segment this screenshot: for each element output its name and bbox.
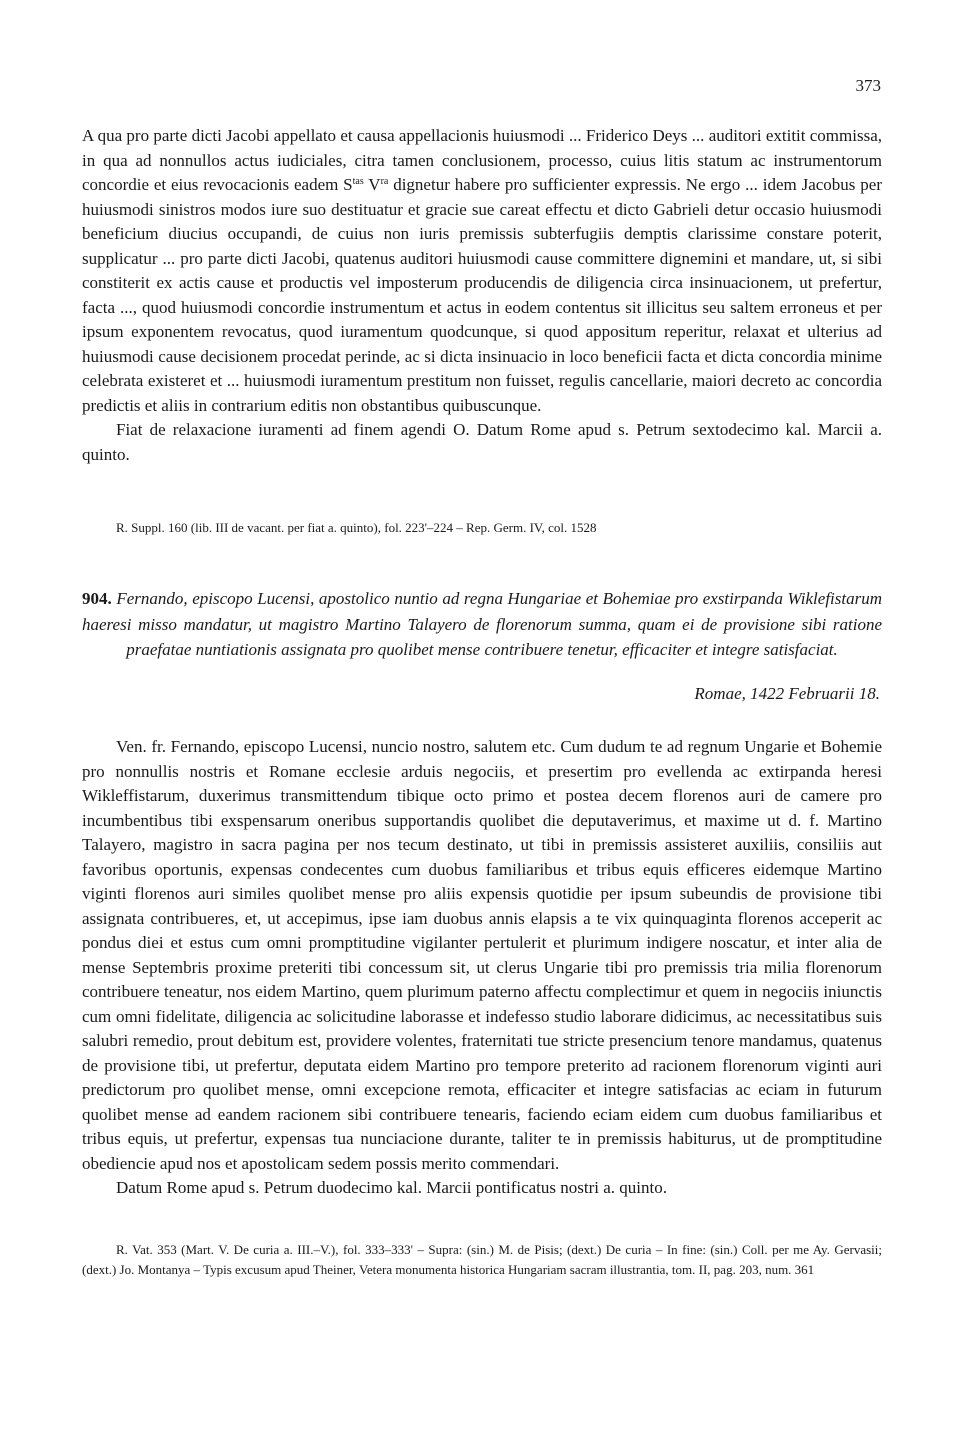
dateline: Romae, 1422 Februarii 18.	[694, 684, 880, 703]
paragraph-datum: Datum Rome apud s. Petrum duodecimo kal. Marcii pontificatus nostri a. quinto.	[116, 1178, 667, 1197]
paragraph-letter: Ven. fr. Fernando, episcopo Lucensi, nuncio nostro, salutem etc. Cum dudum te ad regnum Ungarie et Bohemie pro nonnullis nostris et Romane ecclesie arduis negociis, et presertim pro evellenda ac extirpanda heresi Wikleffistarum, duxerimus transmittendum tibique octo primo et postea decem florenos auri de camere pro incumbentibus tibi exspensarum oneribus supportandis quolibet die deputaverimus, et maxime ut d. f. Martino Talayero, magistro in sacra pagina per nos tecum destinato, ut tibi in premissis assisteret auxiliis, consiliis aut favoribus oportunis, expensas condecentes cum duobus familiaribus et tribus equis efficeres eidemque Martino viginti florenos auri similes quolibet mense pro aliis expensis quotidie per ipsum subeundis de provisione tibi assignata contribueres, et, ut accepimus, ipse iam duobus annis elapsis a te vix quinquaginta florenos acceperit ac pondus diei et estus cum omni promptitudine vigilanter pertulerit et plurimum indigere noscatur, et inter alia de mense Septembris proxime preteriti tibi concessum sit, ut clerus Ungarie tibi pro premissis tria milia florenorum contribuere teneatur, nos eidem Martino, quem plurimum paterno affectu complectimur et quem in negociis iniunctis cum omni fidelitate, diligencia ac solicitudine laborasse et indefesso studio laborare didicimus, ac necessitatibus suis salubri remedio, prout debitum est, providere volentes, fraternitati tue stricte presencium tenore mandamus, quatenus de provisione tibi, ut prefertur, deputata eidem Martino pro tempore preterito ad racionem florenorum viginti auri predictorum pro quolibet mense, omni excepcione remota, efficaciter et integre satisfacias ac eciam in futurum quolibet mense ad eandem racionem sibi contribuere tenearis, faciendo eciam eidem cum duobus familiaribus et tribus equis, ut prefertur, expensas tua nunciacione durante, taliter te in premissis habiturus, ut de promptitudine obediencie apud nos et apostolicam sedem possis merito commendari.	[82, 737, 882, 1173]
document-number: 904.	[82, 589, 112, 608]
superscript: tas	[352, 176, 364, 187]
source-note: R. Suppl. 160 (lib. III de vacant. per fiat a. quinto), fol. 223'–224 – Rep. Germ. IV, col. 1528	[116, 520, 597, 535]
heading-summary: Fernando, episcopo Lucensi, apostolico nuntio ad regna Hungariae et Bohemiae pro exstirpanda Wiklefistarum haeresi misso mandatur, ut magistro Martino Talayero de florenorum summa, quam ei de provisione sibi ratione praefatae nuntiationis assignata pro quolibet mense contribuere tenetur, efficaciter et integre satisfaciat.	[82, 589, 882, 659]
document-body-block-2	[82, 735, 882, 1201]
page-number: 373	[855, 76, 881, 95]
paragraph-fiat: Fiat de relaxacione iuramenti ad finem agendi O. Datum Rome apud s. Petrum sextodecimo kal. Marcii a. quinto.	[82, 420, 882, 464]
source-note: R. Vat. 353 (Mart. V. De curia a. III.–V.), fol. 333–333' – Supra: (sin.) M. de Pisis; (dext.) De curia – In fine: (sin.) Coll. per me Ay. Gervasii; (dext.) Jo. Montanya – Typis excusum apud Theiner, Vetera monumenta historica Hungariam sacram illustrantia, tom. II, pag. 203, num. 361	[82, 1242, 882, 1277]
paragraph-supplication	[82, 124, 882, 418]
superscript: ra	[380, 176, 389, 187]
document-body-block-1	[82, 124, 882, 467]
text-run: dignetur habere pro sufficienter expressis. Ne ergo ... idem Jacobus per huiusmodi sinistros modos iure suo destituatur et gracie sue careat effectu et dicto Gabrieli detur occasio huiusmodi beneficium diucius occupandi, de cuius non iuris premissis subterfugiis demptis clarissime constare poterit, supplicatur ... pro parte dicti Jacobi, quatenus auditori huiusmodi cause committere dignemini et mandare, ut, si sibi constiterit ex actis cause et productis vel imposterum producendis de diligencia circa insinuacionem, ut prefertur, facta ..., quod huiusmodi concordie instrumentum et actus in eodem contentus sit illicitus seu saltem erroneus et per ipsum exponentem revocatus, quod iuramentum quodcunque, si quod appositum reperitur, relaxat et ulterius ad huiusmodi cause decisionem procedat perinde, ac si dicta insinuacio in loco beneficii facta et dicta concordia minime celebrata existeret et ... huiusmodi iuramentum prestitum non fuisset, regulis cancellarie, maiori decreto ac concordia predictis et aliis in contrarium editis non obstantibus quibuscunque.	[82, 175, 882, 415]
text-run: V	[363, 175, 381, 194]
text-run: A qua pro parte dicti Jacobi appellato et causa appellacionis huiusmodi ... Friderico Deys ... auditori extitit commissa, in qua ad nonnullos actus iudiciales, citra tamen conclusionem, processo, cuius litis statum ac instrumentorum concordie et eius revocacionis eadem S	[82, 126, 882, 194]
document-heading	[82, 586, 882, 663]
